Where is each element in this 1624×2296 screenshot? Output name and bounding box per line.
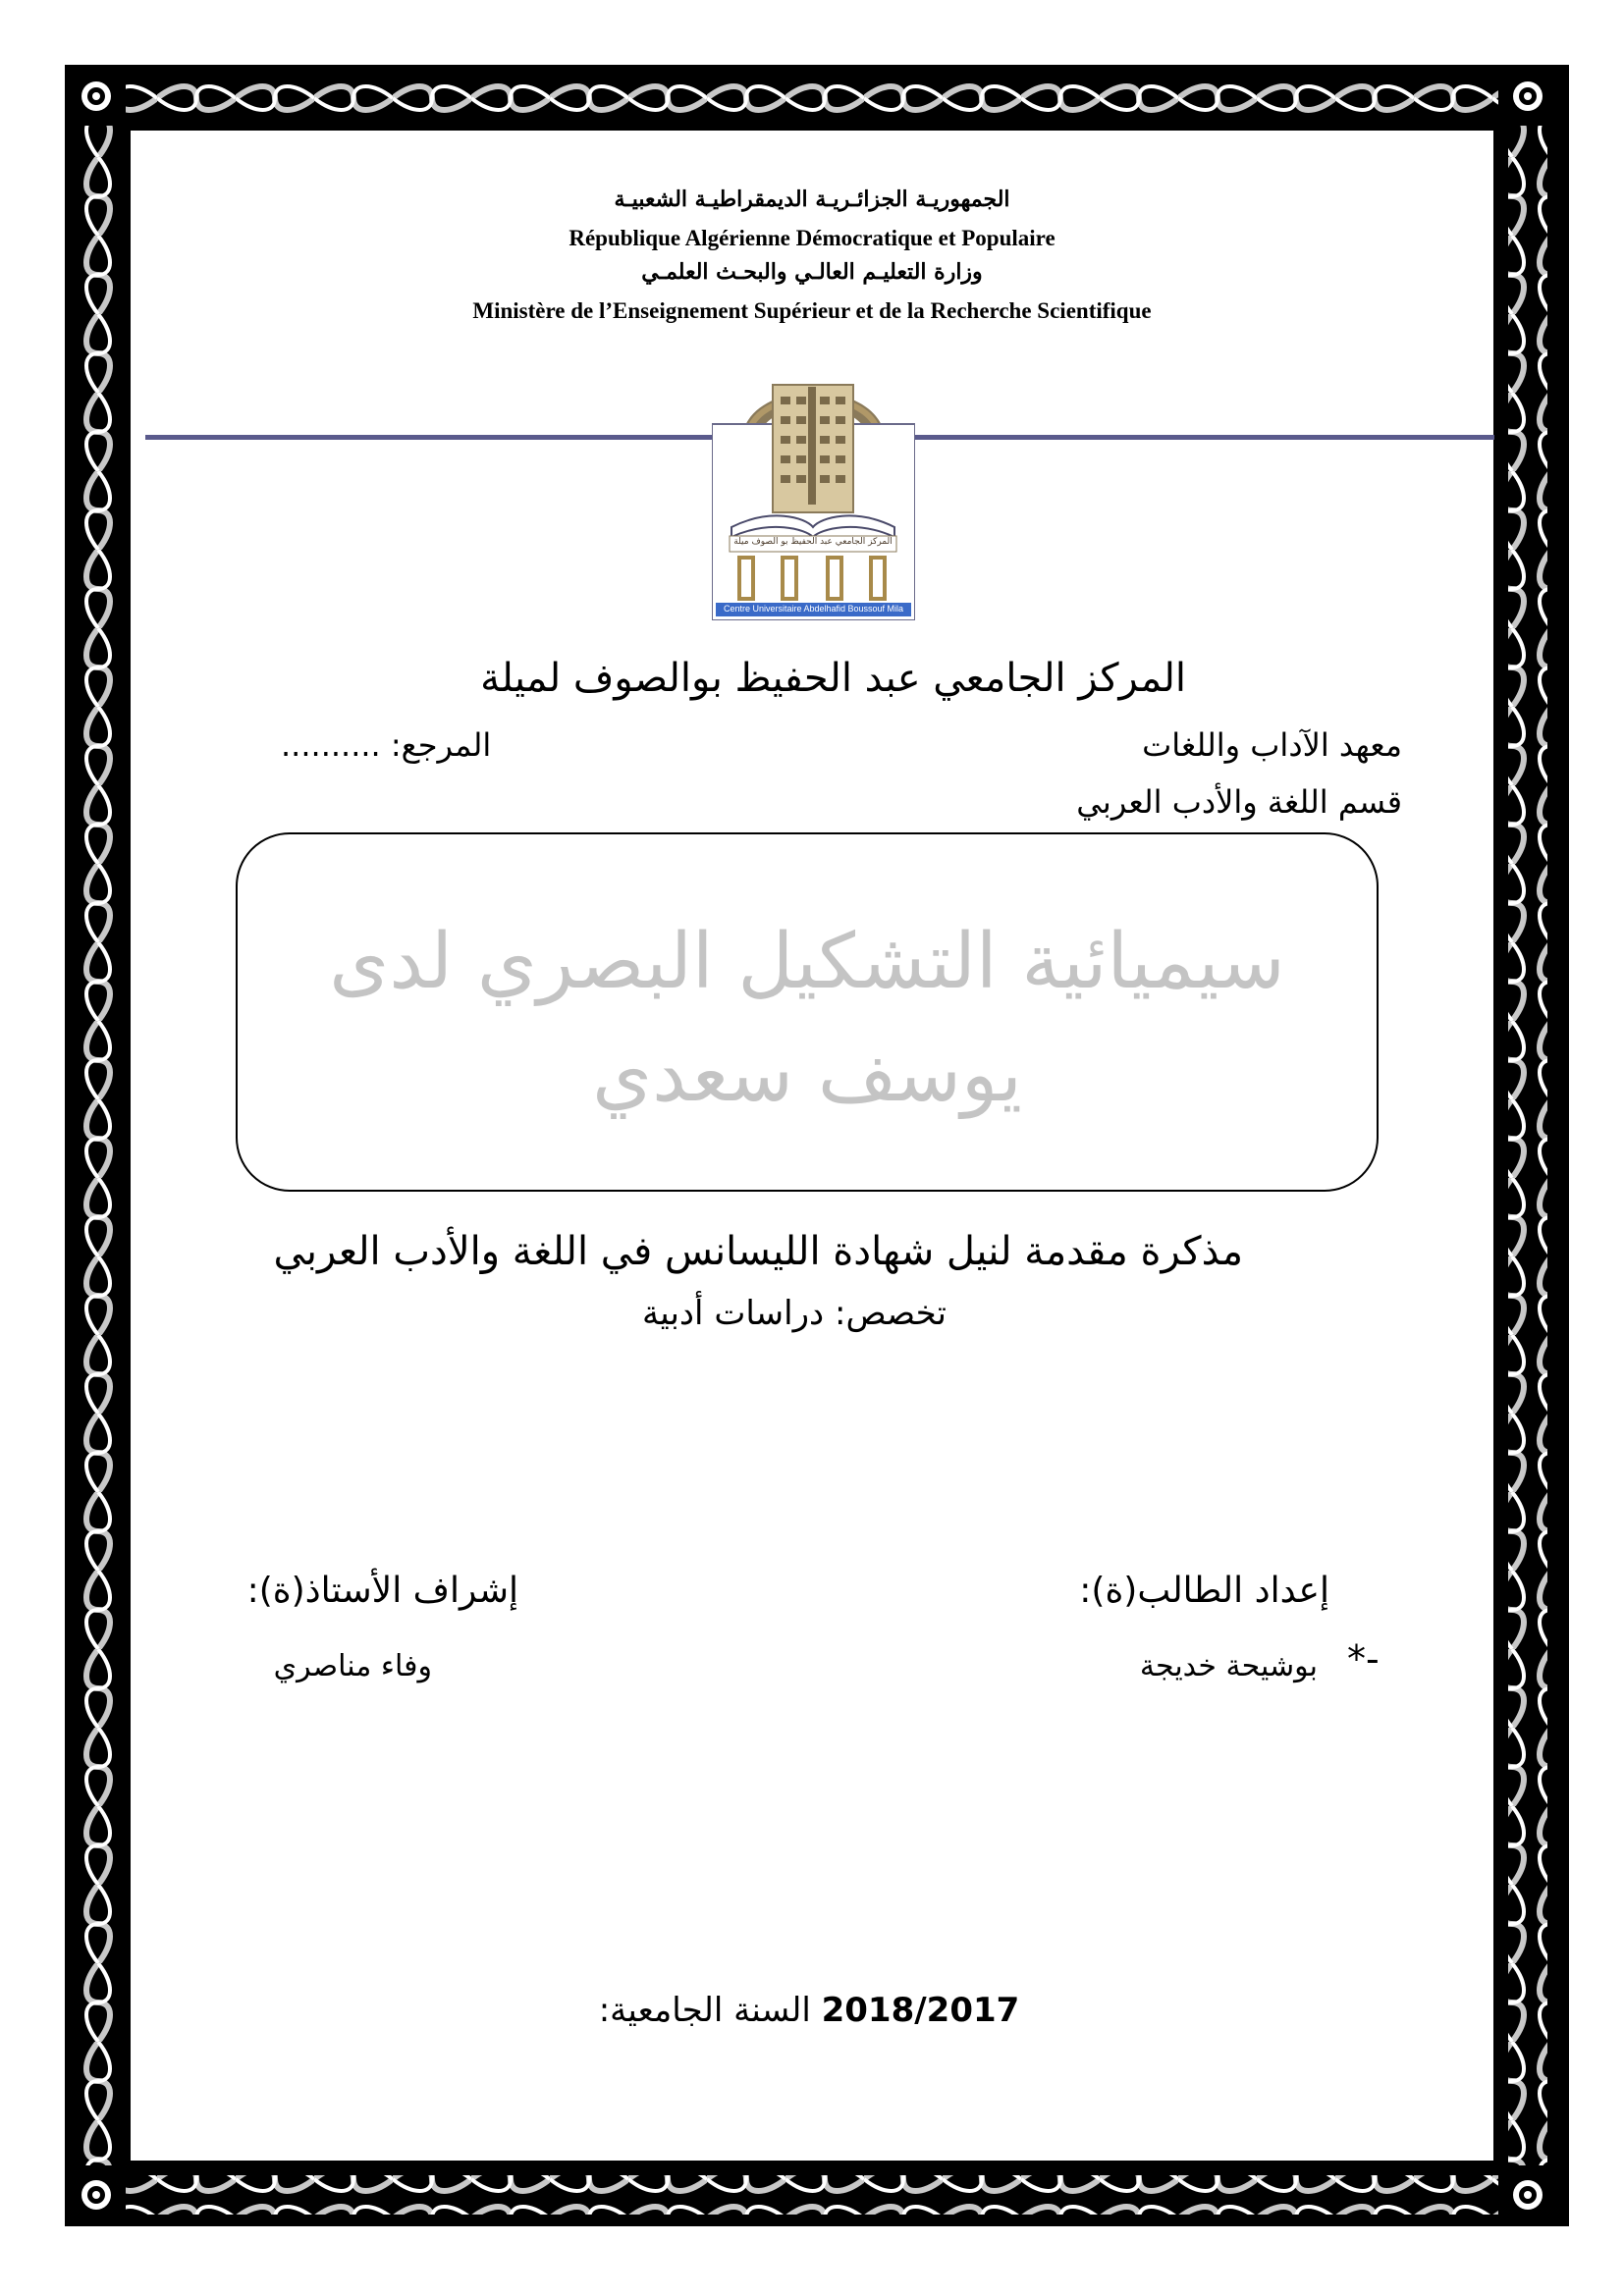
- university-logo: [712, 326, 915, 620]
- logo-caption: Centre Universitaire Abdelhafid Boussouf Mila: [723, 604, 904, 614]
- student-label: إعداد الطالب(ة):: [1079, 1571, 1329, 1611]
- header-rule-right: [915, 435, 1494, 440]
- corner-ornament-icon: [1513, 81, 1543, 111]
- thesis-title-line2: يوسف سعدي: [592, 1031, 1022, 1119]
- logo-arabic-banner: المركز الجامعي عبد الحفيظ بو الصوف ميلة: [733, 537, 893, 547]
- header-republic-fr: République Algérienne Démocratique et Populaire: [568, 226, 1056, 250]
- thesis-purpose: مذكرة مقدمة لنيل شهادة الليسانس في اللغة والأدب العربي: [273, 1229, 1243, 1274]
- reference-number: المرجع: ..........: [281, 726, 492, 764]
- header-ministry-ar: وزارة التعليـم العالـي والبحـث العلمـي: [641, 259, 983, 285]
- student-name: بوشيحة خديجة: [1139, 1649, 1318, 1683]
- academic-year-label: السنة الجامعية:: [598, 1991, 811, 2030]
- student-marker: *-: [1347, 1637, 1380, 1681]
- thesis-title-line1: سيميائية التشكيل البصري لدى: [329, 918, 1285, 1006]
- corner-ornament-icon: [1513, 2180, 1543, 2210]
- corner-ornament-icon: [81, 2180, 111, 2210]
- thesis-specialty: تخصص: دراسات أدبية: [641, 1294, 947, 1333]
- supervisor-name: وفاء مناصري: [273, 1649, 432, 1683]
- academic-year: [0, 1991, 1624, 2030]
- academic-year-value: 2018/2017: [821, 1991, 1020, 2030]
- header-republic-ar: الجمهوريـة الجزائـريـة الديمقراطيـة الشعبيـة: [614, 187, 1010, 212]
- supervisor-label: إشراف الأستاذ(ة):: [246, 1571, 518, 1611]
- center-name: المركز الجامعي عبد الحفيظ بوالصوف لميلة: [480, 656, 1186, 701]
- header-rule-left: [145, 435, 712, 440]
- department-name: قسم اللغة والأدب العربي: [1076, 783, 1402, 821]
- header-ministry-fr: Ministère de l’Enseignement Supérieur et de la Recherche Scientifique: [472, 298, 1152, 323]
- corner-ornament-icon: [81, 81, 111, 111]
- thesis-title-box: [236, 832, 1379, 1192]
- institute-name: معهد الآداب واللغات: [1142, 726, 1402, 764]
